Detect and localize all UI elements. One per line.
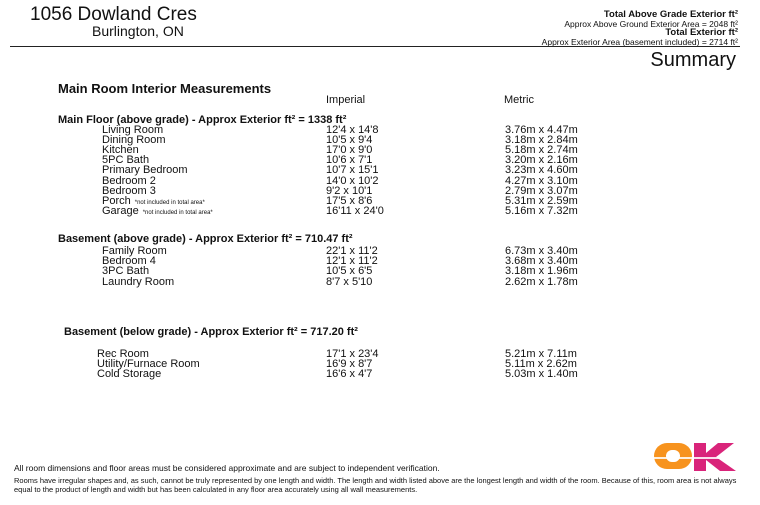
- total-exterior-title: Total Exterior ft²: [665, 27, 738, 38]
- room-name-text: Bedroom 4: [102, 255, 156, 268]
- room-imperial: 14'0 x 10'2: [326, 174, 379, 187]
- room-imperial: 16'6 x 4'7: [326, 368, 373, 381]
- above-grade-value: Approx Above Ground Exterior Area = 2048 ft²: [564, 19, 738, 29]
- room-note: *not included in total area*: [134, 199, 205, 206]
- room-metric: 5.31m x 2.59m: [505, 194, 578, 207]
- room-metric: 4.27m x 3.10m: [505, 174, 578, 187]
- room-note: *not included in total area*: [142, 209, 213, 216]
- room-name: [97, 369, 161, 380]
- room-metric: 5.03m x 1.40m: [505, 368, 578, 381]
- room-imperial: 10'6 x 7'1: [326, 154, 373, 167]
- room-name-text: 3PC Bath: [102, 265, 150, 278]
- room-imperial: 8'7 x 5'10: [326, 275, 373, 288]
- room-metric: 3.68m x 3.40m: [505, 255, 578, 268]
- summary-heading: Summary: [650, 49, 736, 71]
- room-name-text: Living Room: [102, 124, 164, 136]
- property-address: 1056 Dowland Cres: [30, 4, 197, 25]
- room-imperial: 16'11 x 24'0: [326, 204, 384, 217]
- room-metric: 5.21m x 7.11m: [505, 348, 577, 360]
- room-metric: 3.18m x 1.96m: [505, 265, 578, 278]
- room-name-text: Rec Room: [97, 348, 149, 360]
- header-divider: [10, 46, 740, 47]
- room-name-text: Bedroom 2: [102, 174, 156, 187]
- room-name-text: Utility/Furnace Room: [97, 358, 200, 371]
- room-metric: 3.23m x 4.60m: [505, 164, 578, 177]
- section-title: Basement (below grade) - Approx Exterior ft² = 717.20 ft²: [64, 326, 358, 338]
- room-imperial: 17'1 x 23'4: [326, 348, 379, 360]
- room-name-text: Dining Room: [102, 134, 166, 147]
- room-name-text: Garage: [102, 204, 139, 217]
- room-metric: 5.18m x 2.74m: [505, 144, 578, 157]
- disclaimer-approximate: All room dimensions and floor areas must be considered approximate and are subject to independent verification.: [14, 463, 440, 473]
- room-name: [102, 277, 174, 288]
- section-title: Basement (above grade) - Approx Exterior ft² = 710.47 ft²: [58, 233, 353, 245]
- room-imperial: 12'1 x 11'2: [326, 255, 378, 268]
- room-name: [102, 206, 213, 219]
- logo-o-hole: [666, 450, 680, 462]
- room-imperial: 9'2 x 10'1: [326, 184, 373, 197]
- room-metric: 3.18m x 2.84m: [505, 134, 578, 147]
- room-name-text: Kitchen: [102, 144, 139, 157]
- room-row: [0, 277, 760, 288]
- room-name-text: Laundry Room: [102, 275, 175, 288]
- room-imperial: 22'1 x 11'2: [326, 245, 378, 257]
- metric-column-header: Metric: [504, 94, 534, 106]
- room-name-text: Porch: [102, 194, 131, 207]
- room-metric: 3.76m x 4.47m: [505, 124, 578, 136]
- total-exterior-value: Approx Exterior Area (basement included) = 2714 ft²: [541, 37, 738, 47]
- room-name-text: Primary Bedroom: [102, 164, 188, 177]
- imperial-column-header: Imperial: [326, 94, 366, 106]
- room-imperial: 16'9 x 8'7: [326, 358, 373, 371]
- room-imperial: 10'5 x 6'5: [326, 265, 373, 278]
- room-imperial: 17'0 x 9'0: [326, 144, 373, 157]
- property-city: Burlington, ON: [92, 23, 184, 39]
- room-metric: 2.62m x 1.78m: [505, 275, 578, 288]
- brokerage-logo: [648, 443, 748, 479]
- room-imperial: 12'4 x 14'8: [326, 124, 379, 136]
- room-imperial: 17'5 x 8'6: [326, 194, 373, 207]
- room-row: [0, 369, 760, 380]
- above-grade-title: Total Above Grade Exterior ft²: [603, 9, 738, 20]
- room-row: [0, 206, 760, 217]
- room-name-text: Bedroom 3: [102, 184, 156, 197]
- room-metric: 2.79m x 3.07m: [505, 184, 578, 197]
- room-imperial: 10'7 x 15'1: [326, 164, 379, 177]
- room-name-text: 5PC Bath: [102, 154, 150, 167]
- disclaimer-irregular-rooms: Rooms have irregular shapes and, as such, cannot be truly represented by one length and width. The length and width listed above are the longest length and width of the room. Because of this, room area is not always equal to the product of length and width but has been calculated in any floor area accurately using all wall measurements.: [14, 476, 737, 494]
- room-metric: 5.11m x 2.62m: [505, 358, 577, 371]
- room-metric: 3.20m x 2.16m: [505, 154, 578, 167]
- room-name-text: Cold Storage: [97, 368, 162, 381]
- room-metric: 6.73m x 3.40m: [505, 245, 578, 257]
- room-imperial: 10'5 x 9'4: [326, 134, 373, 147]
- section-title: Main Floor (above grade) - Approx Exterior ft² = 1338 ft²: [58, 114, 347, 126]
- room-name-text: Family Room: [102, 245, 167, 257]
- room-metric: 5.16m x 7.32m: [505, 204, 578, 217]
- logo-stripe: [648, 457, 748, 459]
- measurements-title: Main Room Interior Measurements: [58, 81, 272, 96]
